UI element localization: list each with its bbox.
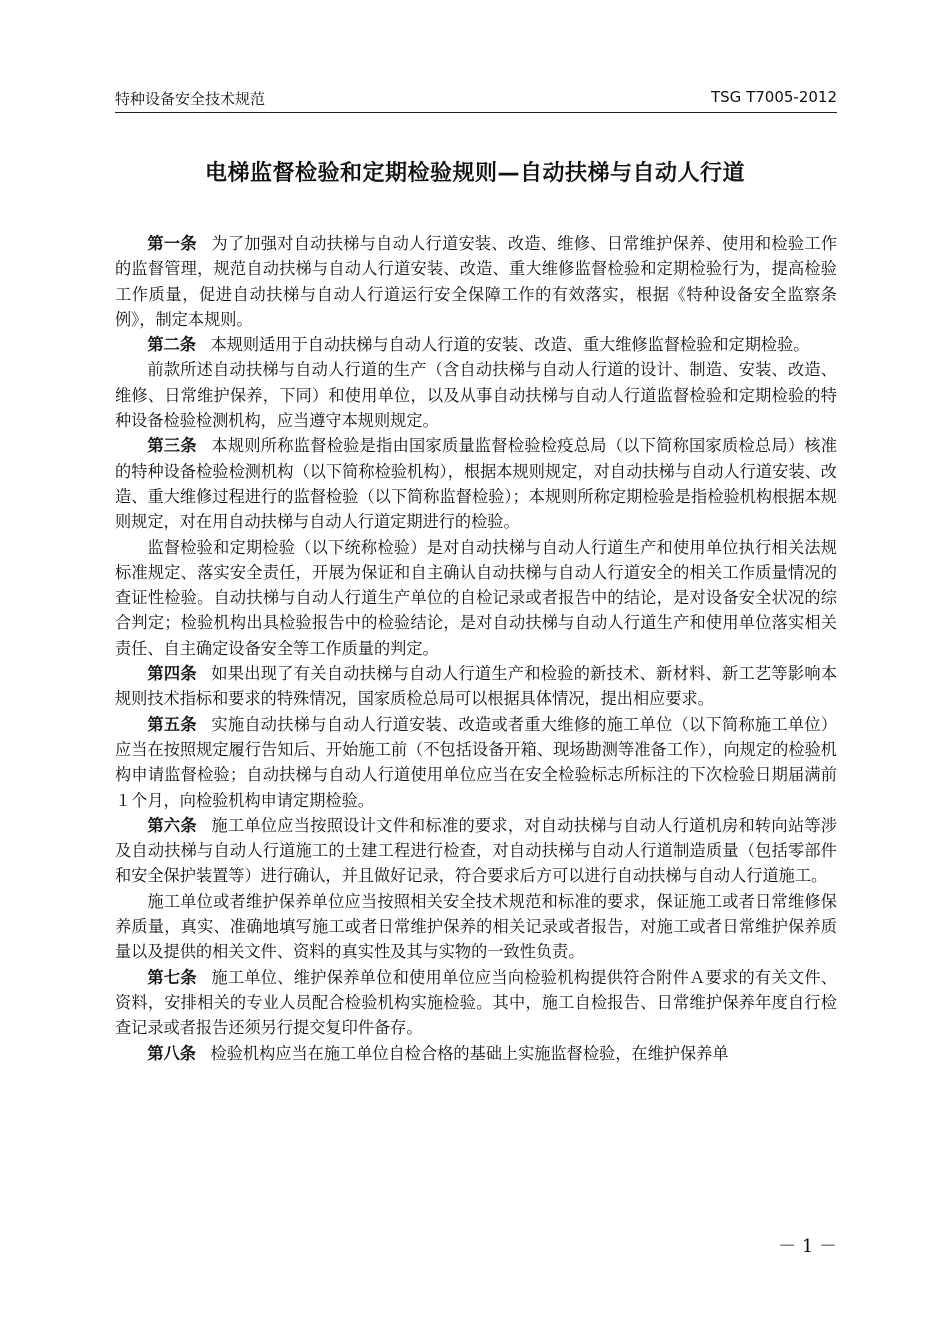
paragraph xyxy=(115,357,837,433)
article-number: 第四条 xyxy=(147,664,197,684)
paragraph-text: 为了加强对自动扶梯与自动人行道安装、改造、维修、日常维护保养、使用和检验工作的监督管理，规范自动扶梯与自动人行道安装、改造、重大维修监督检验和定期检验行为，提高检验工作质量，促进自动扶梯与自动人行道运行安全保障工作的有效落实，根据《特种设备安全监察条例》，制定本规则。 xyxy=(115,234,838,329)
document-body xyxy=(115,231,837,1066)
article-number: 第八条 xyxy=(147,1043,196,1063)
paragraph xyxy=(115,813,837,889)
header-category: 特种设备安全技术规范 xyxy=(115,90,266,108)
article-number: 第一条 xyxy=(147,234,197,253)
paragraph-text: 实施自动扶梯与自动人行道安装、改造或者重大维修的施工单位（以下简称施工单位）应当在按照规定履行告知后、开始施工前（不包括设备开箱、现场勘测等准备工作），向规定的检验机构申请监督检验；自动扶梯与自动人行道使用单位应当在安全检验标志所标注的下次检验日期届满前１个月，向检验机构申请定期检验。 xyxy=(115,714,838,810)
page-number: － 1 － xyxy=(778,1236,837,1257)
paragraph-text: 本规则适用于自动扶梯与自动人行道的安装、改造、重大维修监督检验和定期检验。 xyxy=(210,335,810,355)
paragraph xyxy=(115,889,837,965)
paragraph-text: 施工单位、维护保养单位和使用单位应当向检验机构提供符合附件Ａ要求的有关文件、资料，安排相关的专业人员配合检验机构实施检验。其中，施工自检报告、日常维护保养年度自行检查记录或者报告还须另行提交复印件备存。 xyxy=(115,967,838,1038)
page-header xyxy=(115,88,837,112)
paragraph xyxy=(115,433,837,534)
paragraph xyxy=(115,1041,837,1066)
article-number: 第五条 xyxy=(147,714,197,734)
paragraph-text: 施工单位应当按照设计文件和标准的要求，对自动扶梯与自动人行道机房和转向站等涉及自动扶梯与自动人行道施工的土建工程进行检查，对自动扶梯与自动人行道制造质量（包括零部件和安全保护装置等）进行确认，并且做好记录，符合要求后方可以进行自动扶梯与自动人行道施工。 xyxy=(115,815,838,886)
paragraph xyxy=(115,231,837,332)
paragraph-text: 检验机构应当在施工单位自检合格的基础上实施监督检验，在维护保养单 xyxy=(210,1043,729,1063)
article-number: 第七条 xyxy=(147,967,197,987)
header-standard-code: TSG T7005-2012 xyxy=(711,88,837,106)
paragraph-text: 施工单位或者维护保养单位应当按照相关安全技术规范和标准的要求，保证施工或者日常维修保养质量，真实、准确地填写施工或者日常维护保养的相关记录或者报告，对施工或者日常维护保养质量以及提供的相关文件、资料的真实性及其与实物的一致性负责。 xyxy=(115,891,837,962)
article-number: 第六条 xyxy=(147,815,197,835)
paragraph xyxy=(115,661,837,712)
article-number: 第三条 xyxy=(147,436,197,456)
paragraph xyxy=(115,535,837,661)
paragraph-text: 本规则所称监督检验是指由国家质量监督检验检疫总局（以下简称国家质检总局）核准的特种设备检验检测机构（以下简称检验机构），根据本规则规定，对自动扶梯与自动人行道安装、改造、重大维修过程进行的监督检验（以下简称监督检验）；本规则所称定期检验是指检验机构根据本规则规定，对在用自动扶梯与自动人行道定期进行的检验。 xyxy=(115,436,838,532)
paragraph xyxy=(115,712,837,813)
article-number: 第二条 xyxy=(147,335,196,355)
paragraph-text: 如果出现了有关自动扶梯与自动人行道生产和检验的新技术、新材料、新工艺等影响本规则技术指标和要求的特殊情况，国家质检总局可以根据具体情况，提出相应要求。 xyxy=(115,664,838,709)
paragraph xyxy=(115,332,837,357)
paragraph-text: 监督检验和定期检验（以下统称检验）是对自动扶梯与自动人行道生产和使用单位执行相关法规标准规定、落实安全责任，开展为保证和自主确认自动扶梯与自动人行道安全的相关工作质量情况的查证性检验。自动扶梯与自动人行道生产单位的自检记录或者报告中的结论，是对设备安全状况的综合判定；检验机构出具检验报告中的检验结论，是对自动扶梯与自动人行道生产和使用单位落实相关责任、自主确定设备安全等工作质量的判定。 xyxy=(115,537,837,658)
document-title: 电梯监督检验和定期检验规则—自动扶梯与自动人行道 xyxy=(204,161,745,186)
paragraph xyxy=(115,965,837,1041)
header-divider xyxy=(115,112,837,113)
paragraph-text: 前款所述自动扶梯与自动人行道的生产（含自动扶梯与自动人行道的设计、制造、安装、改造、维修、日常维护保养，下同）和使用单位，以及从事自动扶梯与自动人行道监督检验和定期检验的特种设备检验检测机构，应当遵守本规则规定。 xyxy=(115,360,837,431)
